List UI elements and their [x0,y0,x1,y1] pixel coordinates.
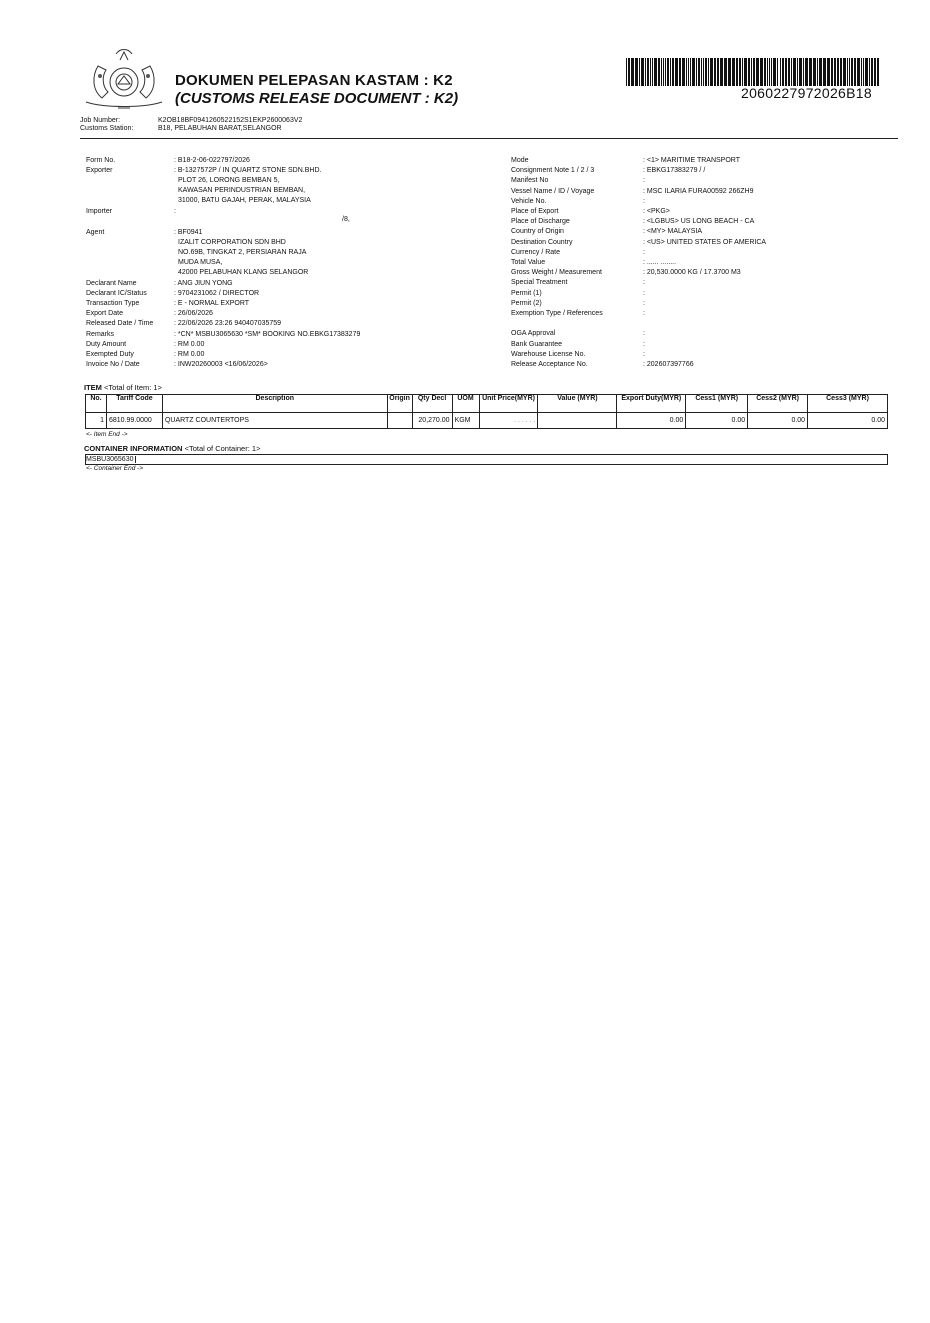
barcode-bar [764,58,766,86]
column-header: Unit Price(MYR) [479,395,538,413]
barcode-bar [847,58,848,86]
barcode-bar [686,58,687,86]
right-field-label: Permit (2) [511,299,542,307]
container-number: MSBU3065630 [86,456,136,463]
right-field-value: : <PKG> [643,208,670,215]
barcode-bar [667,58,669,86]
barcode-bar [672,58,674,86]
right-field-label: Currency / Rate [511,248,561,256]
right-field-value: : MSC ILARIA FURA00592 266ZH9 [643,187,754,195]
importer-extra: /8, [342,216,350,223]
barcode-bar [767,58,768,86]
column-header: Cess1 (MYR) [686,395,748,413]
barcode-bar [760,58,763,86]
item-cess1: 0.00 [686,413,748,429]
right-field-label: Mode [511,157,529,164]
export-date-label: Export Date [86,310,123,317]
right-field-value: : [643,299,645,307]
barcode-bar [654,58,657,86]
barcode-bar [736,58,738,86]
barcode-bar [679,58,681,86]
item-tariff-code: 6810.99.0000 [106,413,162,429]
barcode-bar [744,58,747,86]
right-field-value: : ...... ........ [643,259,677,266]
exempted-duty-label: Exempted Duty [86,351,134,358]
barcode-bar [854,58,856,86]
barcode-bar [851,58,853,86]
barcode-bar [797,58,798,86]
right-field-label: Exemption Type / References [511,310,603,317]
items-table [85,394,888,429]
right-field-value: : [643,310,645,317]
header-divider [80,138,898,139]
right-field-label: Vessel Name / ID / Voyage [511,187,595,195]
barcode-bar [701,58,702,86]
barcode-bar [788,58,790,86]
barcode-bar [791,58,792,86]
malaysia-coat-of-arms-emblem [78,46,170,114]
barcode-bar [861,58,862,86]
right-field-value: : <LGBUS> US LONG BEACH - CA [643,218,755,226]
transaction-type-value: : E - NORMAL EXPORT [174,300,250,307]
barcode-bar [777,58,778,86]
barcode-bar [813,58,816,86]
column-header: Description [162,395,387,413]
barcode-bar [703,58,704,86]
barcode-bar [682,58,685,86]
customs-station-value: B18, PELABUHAN BARAT,SELANGOR [158,125,282,132]
right-field-label: Permit (1) [511,289,542,297]
document-title: DOKUMEN PELEPASAN KASTAM : K2 [175,72,453,89]
barcode-bar [819,58,822,86]
right-field-value: : [643,248,645,256]
barcode-bar [803,58,804,86]
barcode-bar [782,58,784,86]
right-field-label: Vehicle No. [511,197,547,205]
barcode-bar [698,58,700,86]
exporter-line: 31000, BATU GAJAH, PERAK, MALAYSIA [178,197,311,204]
item-uom: KGM [452,413,479,429]
barcode-bar [720,58,723,86]
barcode-bar [780,58,781,86]
barcode-bar [650,58,651,86]
exporter-line: PLOT 26, LORONG BEMBAN 5, [178,177,280,184]
container-total: <Total of Container: 1> [184,444,261,453]
right-field-label: Gross Weight / Measurement [511,269,602,277]
barcode-bar [705,58,707,86]
agent-line: MUDA MUSA, [178,259,223,266]
barcode-bar [675,58,678,86]
barcode-bar [817,58,818,86]
barcode-bar [688,58,689,86]
item-no: 1 [86,413,107,429]
right-field-value: : 202607397766 [643,361,694,368]
right-field-value: : EBKG17383279 / / [643,167,706,175]
exporter-line: KAWASAN PERINDUSTRIAN BEMBAN, [178,187,306,194]
barcode-bar [663,58,664,86]
right-field-value: : [643,340,645,348]
barcode-bar [631,58,634,86]
declarant-name-label: Declarant Name [86,280,137,287]
right-field-value: : [643,279,645,287]
barcode-bar [840,58,842,86]
items-header-row [86,395,888,413]
agent-line: NO.69B, TINGKAT 2, PERSIARAN RAJA [178,249,307,256]
exporter-value [174,166,321,206]
right-field-label: Special Treatment [511,279,568,287]
item-total: <Total of Item: 1> [104,383,162,392]
item-origin [387,413,412,429]
barcode-bar [809,58,812,86]
barcode-bar [652,58,653,86]
container-heading: CONTAINER INFORMATION [84,444,183,453]
barcode-bar [756,58,759,86]
column-header: Cess3 (MYR) [808,395,888,413]
right-field-label: Place of Export [511,208,559,215]
barcode-bar [773,58,776,86]
column-header: No. [86,395,107,413]
barcode-bar [696,58,697,86]
duty-amount-value: : RM 0.00 [174,341,205,348]
column-header: Value (MYR) [538,395,617,413]
column-header: Export Duty(MYR) [617,395,686,413]
right-field-label: Release Acceptance No. [511,361,588,368]
barcode-bar [823,58,826,86]
left-details [86,156,506,376]
column-header: Qty Decl [412,395,452,413]
barcode-bar [865,58,868,86]
item-export-duty: 0.00 [617,413,686,429]
document-subtitle: (CUSTOMS RELEASE DOCUMENT : K2) [175,90,459,107]
barcode-bar [849,58,850,86]
container-end-marker: <- Container End -> [86,465,144,472]
barcode-bar [732,58,735,86]
exporter-line: : B-1327572P / IN QUARTZ STONE SDN.BHD. [174,167,322,174]
agent-line: IZALIT CORPORATION SDN BHD [178,239,286,246]
column-header: Tariff Code [106,395,162,413]
barcode-bar [874,58,876,86]
barcode-bar [661,58,662,86]
right-field-value: : [643,177,645,185]
exporter-label: Exporter [86,167,113,174]
item-cess3: 0.00 [808,413,888,429]
barcode-bar [805,58,808,86]
agent-label: Agent [86,229,105,236]
right-field-value: : <MY> MALAYSIA [643,228,703,236]
export-date-value: : 26/06/2026 [174,310,213,317]
declarant-ic-label: Declarant IC/Status [86,290,147,297]
container-list [85,454,888,465]
barcode-bar [724,58,727,86]
exempted-duty-value: : RM 0.00 [174,351,205,358]
barcode-bar [863,58,864,86]
barcode-bar [843,58,846,86]
container-section-heading [84,444,260,453]
item-cess2: 0.00 [748,413,808,429]
barcode-bar [877,58,879,86]
job-number-value: K2OB18BF0941260522152S1EKP2600063V2 [158,117,303,124]
barcode-bar [837,58,839,86]
right-field-value: : <1> MARITIME TRANSPORT [643,157,740,164]
right-field-label: Total Value [511,259,546,266]
column-header: Cess2 (MYR) [748,395,808,413]
right-field-label: Bank Guarantee [511,340,562,348]
barcode-bar [658,58,660,86]
released-date-label: Released Date / Time [86,320,154,327]
item-end-marker: <- Item End -> [86,431,128,438]
right-field-label: Country of Origin [511,228,564,236]
item-heading: ITEM [84,383,102,392]
barcode-bar [831,58,833,86]
right-field-label: Place of Discharge [511,218,570,226]
customs-station-label: Customs Station: [80,125,134,132]
barcode-bar [692,58,695,86]
right-field-value: : [643,289,645,297]
item-section-heading [84,383,162,392]
right-field-value: : [643,197,645,205]
invoice-label: Invoice No / Date [86,361,140,368]
form-no-label: Form No. [86,157,116,164]
transaction-type-label: Transaction Type [86,300,140,307]
importer-label: Importer [86,208,113,215]
importer-value: : [174,208,176,215]
right-field-label: Manifest No [511,177,549,185]
column-header: Origin [387,395,412,413]
item-value [538,413,617,429]
barcode-bar [708,58,709,86]
barcode-bar [834,58,836,86]
barcode-bar [626,58,627,86]
right-field-value: : 20,530.0000 KG / 17.3700 M3 [643,269,741,277]
barcode-bar [670,58,671,86]
barcode-bar [714,58,716,86]
right-field-label: OGA Approval [511,330,556,338]
right-details [511,156,891,376]
barcode-bar [717,58,719,86]
released-date-value: : 22/06/2026 23:26 940407035759 [174,320,282,327]
barcode-bar [635,58,638,86]
barcode-bar [869,58,870,86]
right-field-value: : <US> UNITED STATES OF AMERICA [643,238,767,246]
declarant-name-value: : ANG JIUN YONG [174,280,233,287]
barcode-bar [857,58,860,86]
right-field-label: Consignment Note 1 / 2 / 3 [511,167,595,175]
right-field-value: : [643,330,645,338]
barcode-bar [793,58,796,86]
barcode-bar [769,58,770,86]
barcode-bar [641,58,644,86]
barcode-bar [639,58,640,86]
duty-amount-label: Duty Amount [86,341,127,348]
barcode-bar [710,58,713,86]
barcode-bar [771,58,772,86]
agent-line: 42000 PELABUHAN KLANG SELANGOR [178,269,309,276]
barcode-bar [751,58,752,86]
right-field-label: Warehouse License No. [511,350,586,358]
barcode-bar [645,58,646,86]
barcode-bar [871,58,873,86]
barcode-bar [753,58,755,86]
barcode-bar [647,58,649,86]
item-description: QUARTZ COUNTERTOPS [162,413,387,429]
barcode-bar [728,58,731,86]
barcode-number: 2060227972026B18 [741,85,872,101]
item-qty: 20,270.00 [412,413,452,429]
barcode-bar [628,58,630,86]
remarks-value: : *CN* MSBU3065630 *SM* BOOKING NO.EBKG17383279 [174,331,361,338]
item-unit-price: . . . . . . [479,413,538,429]
agent-line: : BF0941 [174,229,203,236]
document-barcode [626,58,882,86]
form-no-value: : B18-2-06-022797/2026 [174,157,250,164]
barcode-bar [827,58,830,86]
declarant-ic-value: : 9704231062 / DIRECTOR [174,290,260,297]
barcode-bar [748,58,750,86]
right-field-value: : [643,350,645,358]
barcode-bar [665,58,666,86]
barcode-bar [799,58,802,86]
barcode-bar [742,58,743,86]
table-row [86,413,888,429]
barcode-bar [739,58,741,86]
remarks-label: Remarks [86,331,115,338]
job-number-label: Job Number: [80,117,121,124]
invoice-value: : INW20260003 <16/06/2026> [174,361,268,368]
right-field-label: Destination Country [511,238,573,246]
barcode-bar [690,58,691,86]
agent-value [174,228,308,278]
barcode-bar [785,58,787,86]
column-header: UOM [452,395,479,413]
